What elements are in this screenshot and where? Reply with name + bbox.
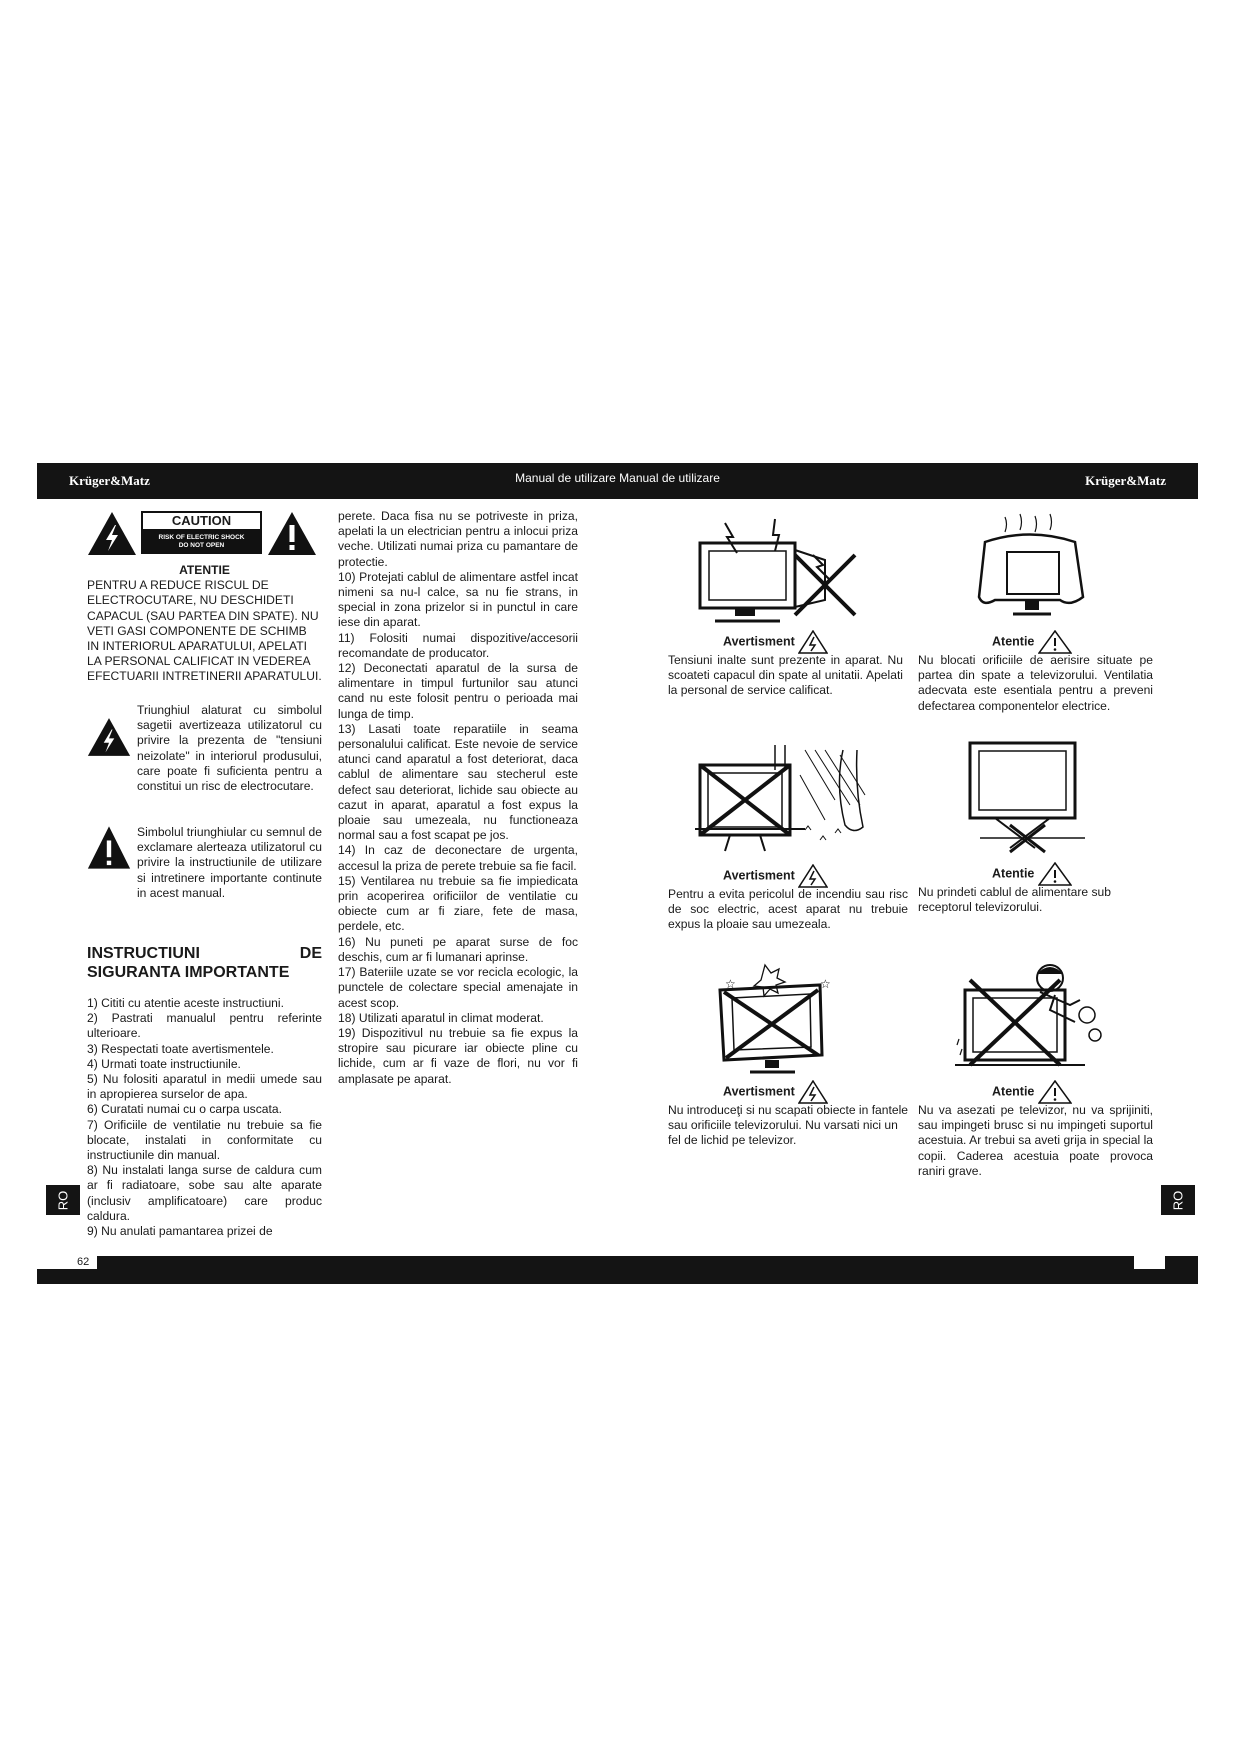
header-title: Manual de utilizare Manual de utilizare: [515, 471, 720, 485]
list-item: 12) Deconectati aparatul de la sursa de alimentare in timpul furtunilor sau atunci cand nu este folosit pentru o perioada mai lunga de timp.: [338, 661, 578, 721]
tv-high-voltage-illustration: [695, 515, 870, 630]
list-item: 5) Nu folositi aparatul in medii umede sau in apropierea surselor de apa.: [87, 1072, 322, 1102]
tv-objects-illustration: [710, 960, 845, 1080]
brand-logo-right: Krüger&Matz: [1085, 473, 1166, 488]
exclamation-triangle-icon: [1038, 862, 1072, 886]
header-bar: [37, 463, 1198, 499]
list-item: 15) Ventilarea nu trebuie sa fie impiedicata prin acoperirea orificiilor de ventilatie cu obiecte cum ar fi ziare, fete de masa, perdele, etc.: [338, 873, 578, 934]
lightning-triangle-icon: [798, 1080, 828, 1104]
tv-child-climbing-illustration: [955, 960, 1115, 1075]
list-item: 10) Protejati cablul de alimentare astfel incat nimeni sa nu-l calce, sa nu fie strans, in special in zona prizelor si in punctul in care iese din aparat.: [338, 569, 578, 630]
figure-text-2: Nu blocati orificiile de aerisire situate pe partea din spate a televizorului. Ventilatia adecvata este esentiala pentru a preveni defectarea componentelor electrice.: [918, 653, 1153, 713]
list-item: 19) Dispozitivul nu trebuie sa fie expus la stropire sau picurare iar obiecte pline cu lichide, cum ar fi vaze de flori, nu vor fi amplasate pe aparat.: [338, 1025, 578, 1086]
list-item: 9) Nu anulati pamantarea prizei de: [87, 1224, 273, 1239]
safety-list-part1: [87, 996, 322, 1239]
list-item: 16) Nu puneti pe aparat surse de foc deschis, cum ar fi lumanari aprinse.: [338, 934, 578, 964]
list-item: 7) Orificiile de ventilatie nu trebuie sa fie blocate, instalati in conformitate cu instructiunile din manual.: [87, 1117, 322, 1163]
exclamation-explanation: Simbolul triunghiular cu semnul de exclamare alerteaza utilizatorul cu privire la instructiunile de utilizare si intretinere importante continute in acest manual.: [137, 825, 322, 900]
figure-label-1: Avertisment: [723, 630, 828, 654]
lightning-explanation: Triunghiul alaturat cu simbolul sagetii avertizeaza utilizatorul cu privire la prezenta de "tensiuni neizolate" in interiorul produsului, care poate fi suficienta pentru a constitui un risc de electrocutare.: [137, 703, 322, 794]
safety-list-part2: [338, 509, 578, 1087]
exclamation-warning-icon: [267, 511, 317, 556]
list-item: 11) Folositi numai dispozitive/accesorii recomandate de producator.: [338, 630, 578, 660]
tv-rain-illustration: [695, 745, 870, 865]
figure-label-5: Avertisment: [723, 1080, 828, 1104]
exclamation-symbol-icon: [87, 825, 131, 870]
side-tab-left: RO: [46, 1185, 80, 1215]
lightning-symbol-icon: [87, 717, 131, 757]
list-item: perete. Daca fisa nu se potriveste in priza, apelati la un electrician pentru a inlocui priza veche. Utilizati numai priza cu pamantare de protectie.: [338, 509, 578, 569]
figure-text-6: Nu va asezati pe televizor, nu va sprijiniti, sau impingeti brusc si nu impingeti suportul acestuia. Ar trebui sa aveti grija in special la copii. Caderea acestuia poate provoca raniri grave.: [918, 1103, 1153, 1178]
tv-covered-ventilation-illustration: [975, 512, 1090, 627]
tv-cable-illustration: [965, 740, 1085, 855]
list-item: 18) Utilizati aparatul in climat moderat.: [338, 1010, 544, 1025]
svg-text:☆: ☆: [820, 977, 831, 991]
lightning-triangle-icon: [798, 864, 828, 888]
footer-bar: [37, 1256, 1198, 1284]
exclamation-triangle-icon: [1038, 1080, 1072, 1104]
list-item: 17) Bateriile uzate se vor recicla ecologic, la punctele de colectare special amenajate in acest scop.: [338, 965, 578, 1010]
list-item: 8) Nu instalati langa surse de caldura cum ar fi radiatoare, sobe sau alte aparate (inclusiv amplificatoare) care produc caldura.: [87, 1163, 322, 1223]
figure-label-4: Atentie: [992, 862, 1072, 886]
list-item: 2) Pastrati manualul pentru referinte ulterioare.: [87, 1011, 322, 1041]
svg-text:☆: ☆: [725, 977, 736, 991]
list-item: 13) Lasati toate reparatiile in seama personalului calificat. Este nevoie de service atunci cand aparatul a fost deteriorat, daca cablul de alimentare sau stecherul este defect sau deteriorat, lichide sau obiecte au cazut in aparat, aparatul a fost expus la ploaie sau umezeala, nu functioneaza normal sau a fost scapat pe jos.: [338, 721, 578, 843]
caution-label: CAUTION RISK OF ELECTRIC SHOCK DO NOT OPEN: [141, 511, 262, 554]
list-item: 4) Urmati toate instructiunile.: [87, 1056, 241, 1071]
list-item: 14) In caz de deconectare de urgenta, accesul la priza de perete trebuie sa fie facil.: [338, 843, 578, 873]
figure-text-3: Pentru a evita pericolul de incendiu sau risc de soc electric, acest aparat nu trebuie expus la ploaie sau umezeala.: [668, 887, 908, 932]
figure-text-5: Nu introduceţi si nu scapati obiecte in fantele sau orificiile televizorului. Nu varsati nici un fel de lichid pe televizor.: [668, 1103, 909, 1148]
figure-text-1: Tensiuni inalte sunt prezente in aparat. Nu scoateti capacul din spate al unitatii. Apelati la personal de service calificat.: [668, 653, 903, 698]
brand-logo-left: Krüger&Matz: [69, 473, 150, 488]
figure-text-4: Nu prindeti cablul de alimentare sub receptorul televizorului.: [918, 885, 1111, 915]
page-number: 62: [37, 1256, 97, 1269]
side-tab-right: RO: [1161, 1185, 1195, 1215]
atentie-text: PENTRU A REDUCE RISCUL DE ELECTROCUTARE, NU DESCHIDETI CAPACUL (SAU PARTEA DIN SPATE). NU VETI GASI COMPONENTE DE SCHIMB IN INTERIORUL APARATULUI, APELATI LA PERSONAL CALIFICAT IN VEDEREA EFECTUARII INTRETINERII APARATULUI.: [87, 578, 322, 684]
exclamation-triangle-icon: [1038, 630, 1072, 654]
lightning-warning-icon: [87, 511, 137, 556]
footer-marker: [1134, 1256, 1165, 1269]
figure-label-6: Atentie: [992, 1080, 1072, 1104]
atentie-block: [87, 563, 322, 685]
safety-heading: INSTRUCTIUNI DE SIGURANTA IMPORTANTE: [87, 945, 322, 981]
lightning-triangle-icon: [798, 630, 828, 654]
figure-label-2: Atentie: [992, 630, 1072, 654]
figure-label-3: Avertisment: [723, 864, 828, 888]
list-item: 1) Cititi cu atentie aceste instructiuni.: [87, 996, 284, 1010]
list-item: 6) Curatati numai cu o carpa uscata.: [87, 1102, 282, 1117]
atentie-title: ATENTIE: [179, 563, 230, 577]
list-item: 3) Respectati toate avertismentele.: [87, 1041, 274, 1056]
